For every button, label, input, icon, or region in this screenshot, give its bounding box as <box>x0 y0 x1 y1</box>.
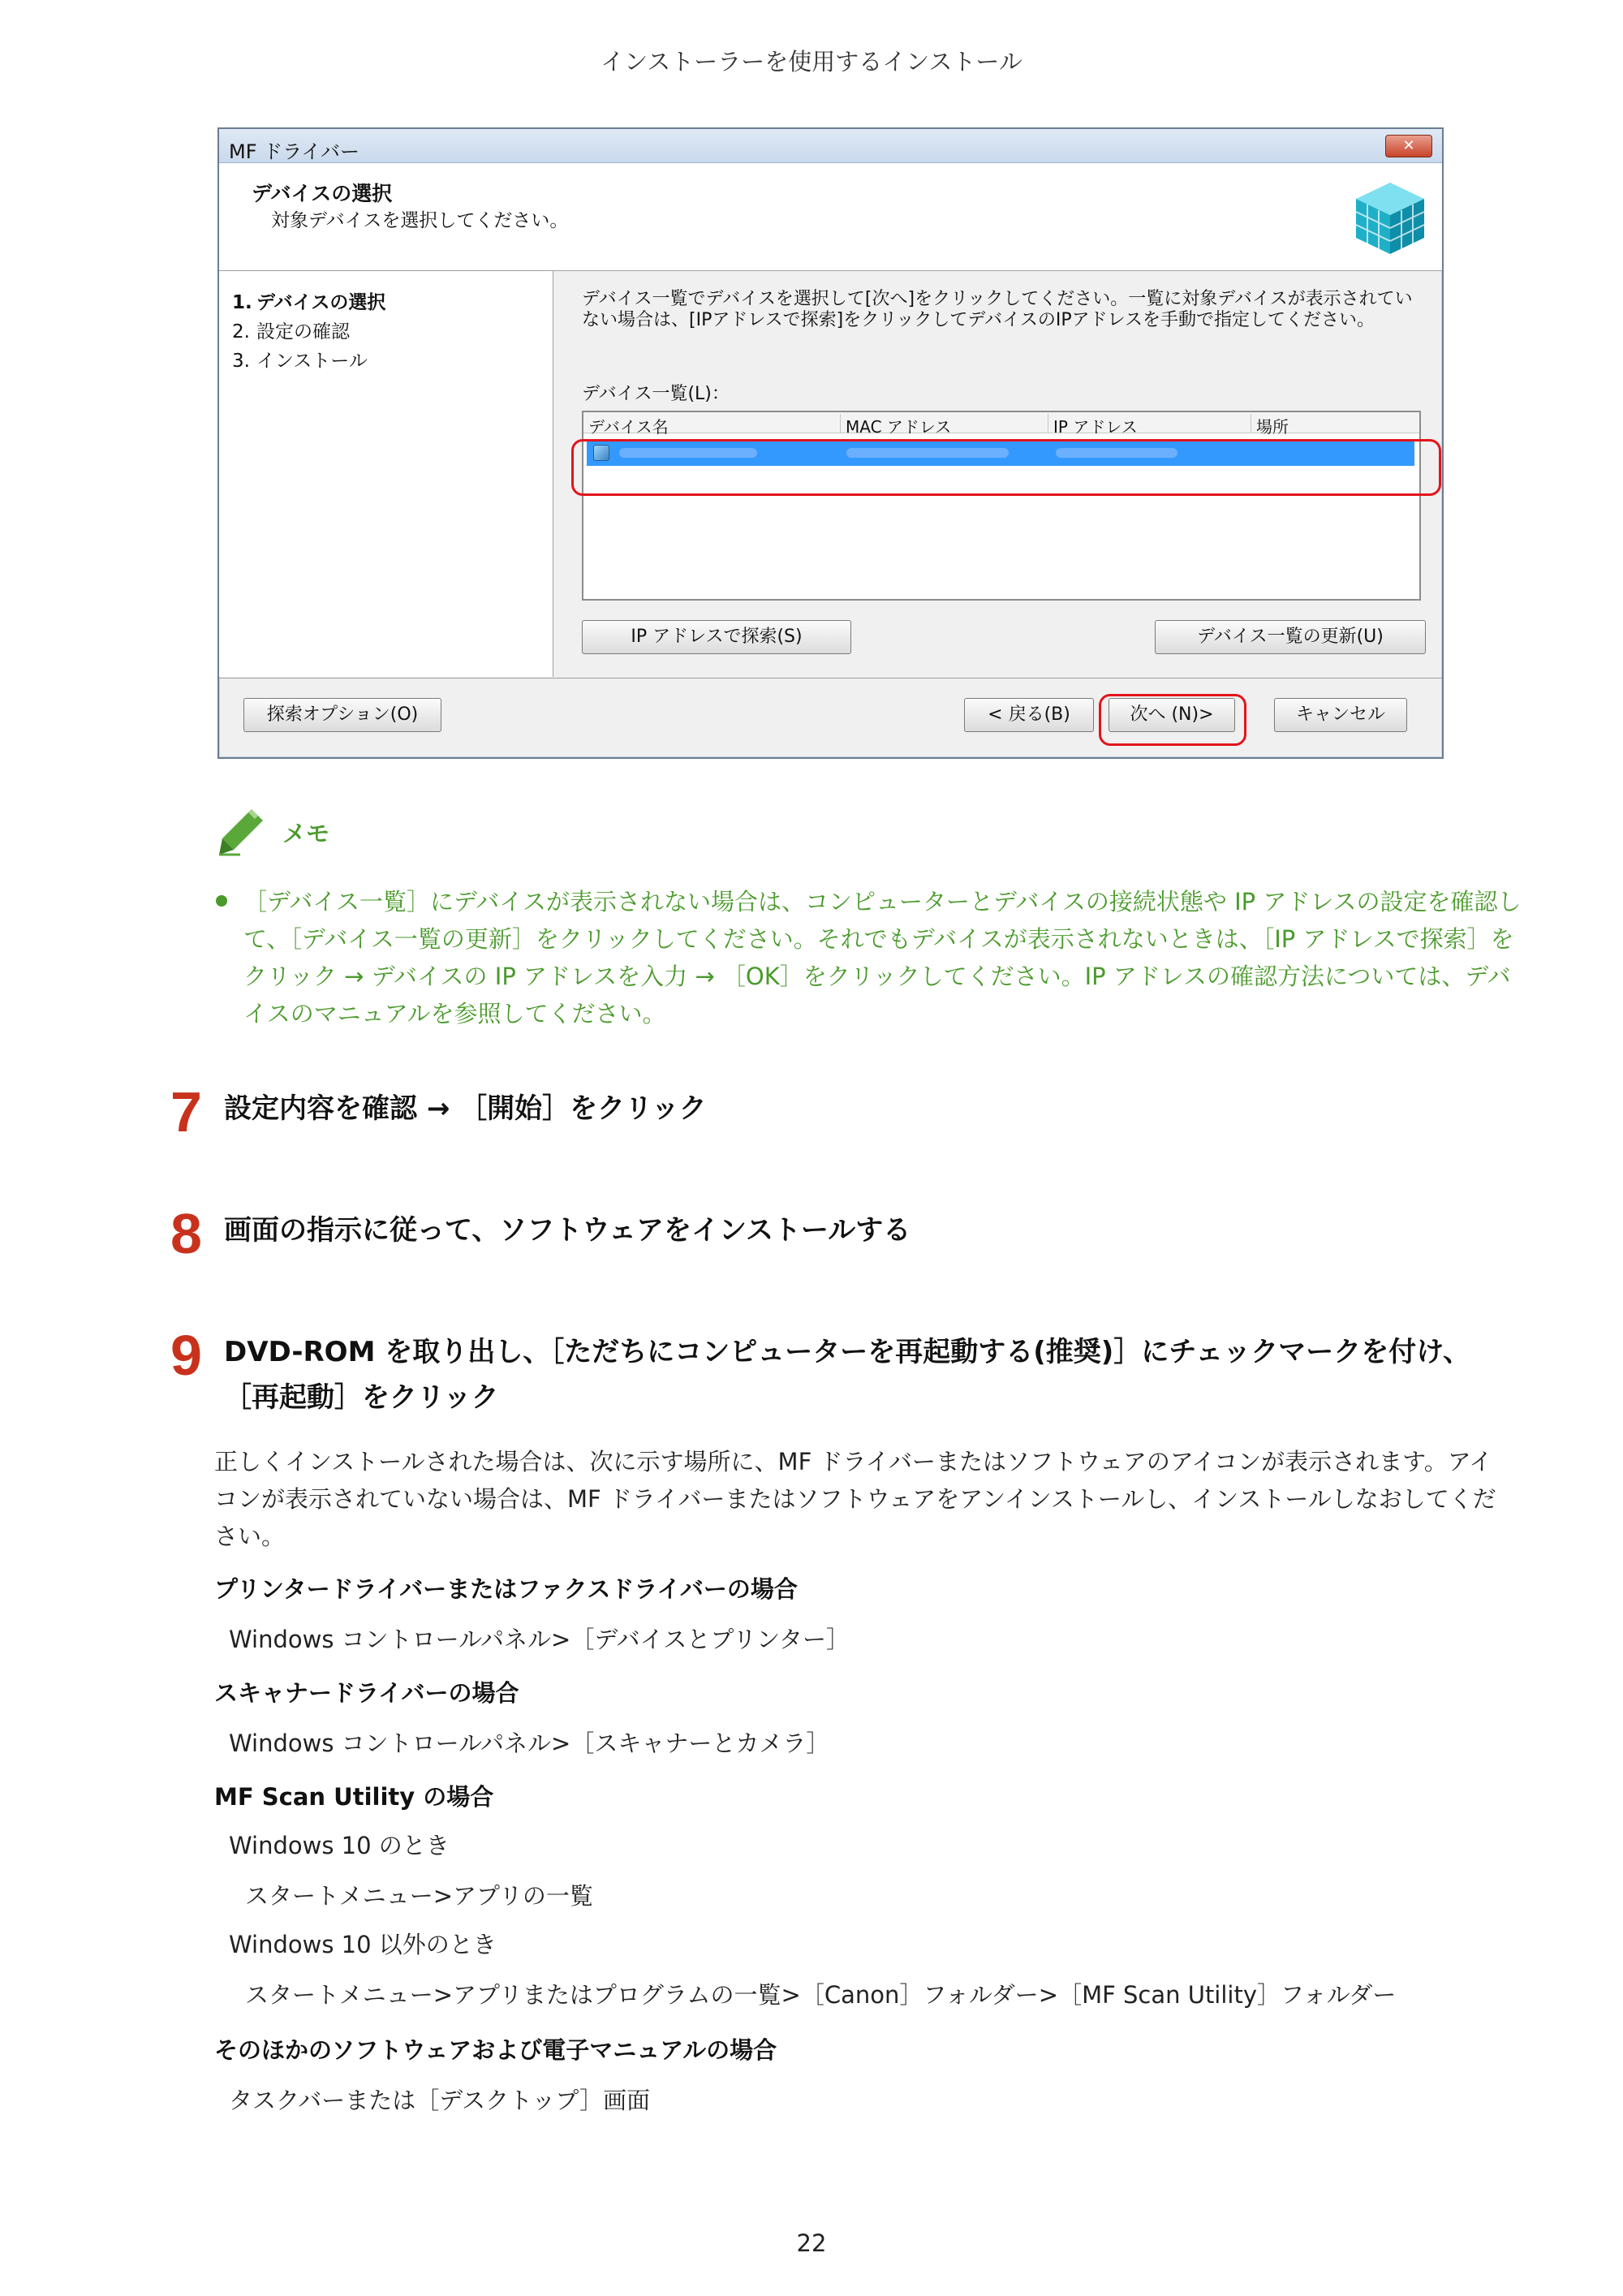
other-software-path: タスクバーまたは［デスクトップ］画面 <box>229 2087 651 2114</box>
pencil-icon <box>216 806 266 856</box>
memo-title: メモ <box>282 820 330 847</box>
next-button-highlight <box>1099 694 1246 746</box>
install-result-paragraph: 正しくインストールされた場合は、次に示す場所に、MF ドライバーまたはソフトウェアのアイコンが表示されます。アイコンが表示されていない場合は、MF ドライバーまたはソフトウェアをアンインストールし、インストールしなおしてください。 <box>214 1448 1496 1550</box>
wizard-step-confirm: 2. 設定の確認 <box>232 321 350 342</box>
non-windows10-path: スタートメニュー>アプリまたはプログラムの一覧>［Canon］フォルダー>［MF Scan Utility］フォルダー <box>245 1981 1397 2009</box>
cancel-button[interactable]: キャンセル <box>1274 698 1407 732</box>
device-list-header <box>583 412 1419 437</box>
cube-logo-icon <box>1353 179 1427 257</box>
instruction-text: デバイス一覧でデバイスを選択して[次へ]をクリックしてください。一覧に対象デバイスが表示されていない場合は、[IPアドレスで探索]をクリックしてデバイスのIPアドレスを手動で指定してください。 <box>582 289 1413 330</box>
memo-bullet <box>216 895 227 907</box>
windows10-label: Windows 10 のとき <box>229 1832 450 1859</box>
wizard-step-install: 3. インストール <box>232 351 368 372</box>
step-number-7: 7 <box>170 1080 202 1144</box>
step-number-9: 9 <box>170 1324 202 1387</box>
close-button[interactable]: ✕ <box>1385 135 1432 157</box>
steps-panel <box>219 271 553 677</box>
search-options-button[interactable]: 探索オプション(O) <box>243 698 441 732</box>
dialog-footer <box>219 678 1442 757</box>
printer-driver-heading: プリンタードライバーまたはファクスドライバーの場合 <box>214 1575 798 1603</box>
column-location[interactable]: 場所 <box>1251 414 1289 433</box>
scanner-driver-path: Windows コントロールパネル>［スキャナーとカメラ］ <box>229 1730 830 1757</box>
page-number: 22 <box>796 2229 827 2257</box>
dialog-header <box>219 163 1442 271</box>
installer-dialog <box>217 127 1444 759</box>
printer-driver-path: Windows コントロールパネル>［デバイスとプリンター］ <box>229 1626 850 1653</box>
scan-utility-heading: MF Scan Utility の場合 <box>214 1783 494 1811</box>
step-7-title: 設定内容を確認 → ［開始］をクリック <box>224 1092 707 1125</box>
device-list-label: デバイス一覧(L)： <box>582 384 730 404</box>
wizard-step-select: 1. デバイスの選択 <box>232 292 386 313</box>
device-row-highlight <box>571 439 1441 496</box>
windows10-path: スタートメニュー>アプリの一覧 <box>245 1882 593 1910</box>
window-title: MF ドライバー <box>229 140 359 163</box>
other-software-heading: そのほかのソフトウェアおよび電子マニュアルの場合 <box>214 2036 777 2064</box>
column-device-name[interactable]: デバイス名 <box>588 417 669 437</box>
non-windows10-label: Windows 10 以外のとき <box>229 1931 497 1958</box>
scanner-driver-heading: スキャナードライバーの場合 <box>214 1679 519 1707</box>
step-9-title-line2: ［再起動］をクリック <box>224 1381 499 1414</box>
dialog-titlebar <box>219 129 1442 163</box>
dialog-head-subtitle: 対象デバイスを選択してください。 <box>271 210 569 231</box>
step-number-8: 8 <box>170 1202 202 1265</box>
next-button[interactable]: 次へ (N)> <box>1109 698 1235 732</box>
column-mac-address[interactable]: MAC アドレス <box>840 414 951 433</box>
dialog-head-title: デバイスの選択 <box>252 182 393 205</box>
page-header: インストーラーを使用するインストール <box>601 48 1022 75</box>
search-by-ip-button[interactable]: IP アドレスで探索(S) <box>582 620 851 654</box>
step-9-title-line1: DVD-ROM を取り出し、［ただちにコンピューターを再起動する(推奨)］にチェックマークを付け、 <box>224 1336 1470 1368</box>
back-button[interactable]: < 戻る(B) <box>964 698 1094 732</box>
memo-text: ［デバイス一覧］にデバイスが表示されない場合は、コンピューターとデバイスの接続状態や IP アドレスの設定を確認して、［デバイス一覧の更新］をクリックしてください。それでもデバイスが表示されないときは、［IP アドレスで探索］をクリック → デバイスの IP アドレスを入力 → ［OK］をクリックしてください。IP アドレスの確認方法については、デバイスのマニュアルを参照してください。 <box>243 888 1522 1027</box>
column-ip-address[interactable]: IP アドレス <box>1048 414 1138 433</box>
step-8-title: 画面の指示に従って、ソフトウェアをインストールする <box>224 1214 911 1247</box>
refresh-device-list-button[interactable]: デバイス一覧の更新(U) <box>1155 620 1426 654</box>
